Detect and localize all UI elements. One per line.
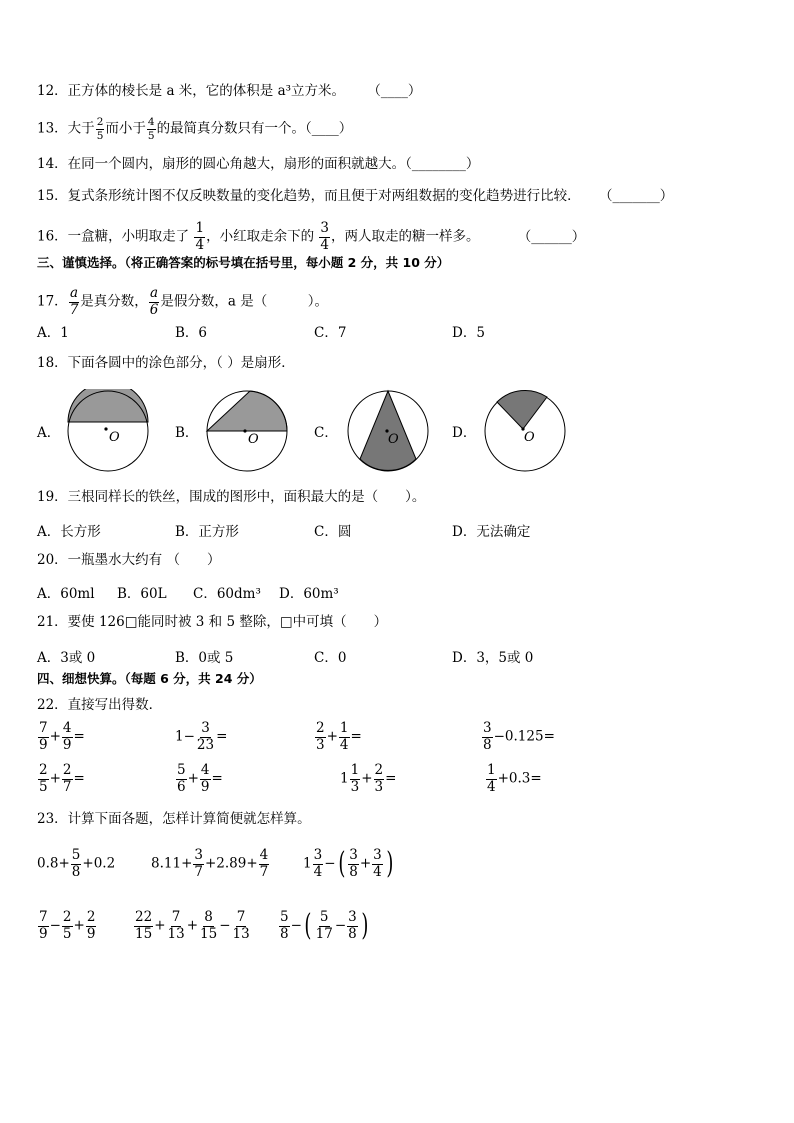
question-14: [37, 155, 479, 173]
section-3-heading: 三、谨慎选择。（将正确答案的标号填在括号里，每小题 2 分，共 10 分）: [37, 255, 450, 270]
expr-23-6: $\frac{5}{8}$ −( $\frac{5}{17}$ − $\frac{3}{8}$ ): [280, 908, 369, 943]
q17-num: 17．: [37, 293, 68, 310]
q16-prefix: 16．一盒糖，小明取走了: [37, 228, 190, 245]
q16-blank: （______）: [517, 228, 586, 245]
q13-mid: 而小于: [105, 120, 146, 137]
q13-prefix: 13．大于: [37, 120, 95, 137]
q20-option-a[interactable]: A．60ml: [37, 586, 95, 602]
q17-option-d[interactable]: D．5: [452, 325, 485, 341]
question-18: 18．下面各圆中的涂色部分，（ ）是扇形．: [37, 355, 295, 371]
q17-mid: 是真分数，: [80, 293, 148, 310]
q18-label-d[interactable]: D．: [452, 425, 477, 441]
center-label: O: [109, 430, 120, 445]
q17-suffix: 是假分数，a 是（ ）。: [160, 293, 328, 310]
q18-label-b[interactable]: B．: [175, 425, 199, 441]
q14-text: 14．在同一个圆内，扇形的圆心角越大，扇形的面积就越大。（________）: [37, 156, 480, 172]
expr-22-1: $\frac{7}{9}$ + $\frac{4}{9}$ =: [39, 720, 85, 753]
q18-circle-c[interactable]: [346, 389, 430, 473]
section-4-heading: 四、细想快算。（每题 6 分，共 24 分）: [37, 671, 262, 686]
q13-suffix: 的最简真分数只有一个。（____）: [156, 120, 353, 137]
expr-23-1: 0.8+ $\frac{5}{8}$ +0.2: [37, 847, 116, 880]
center-label: O: [248, 432, 259, 447]
fraction: $\frac{a}{7}$: [69, 285, 79, 318]
q18-circle-a[interactable]: [66, 389, 150, 473]
q21-option-b[interactable]: B．0或 5: [175, 650, 234, 666]
q15-text: 15．复式条形统计图不仅反映数量的变化趋势，而且便于对两组数据的变化趋势进行比较．: [37, 188, 581, 204]
expr-23-4: $\frac{7}{9}$ − $\frac{2}{5}$ + $\frac{2}{9}$: [39, 909, 96, 942]
expr-23-2: 8.11+ $\frac{3}{7}$ +2.89+ $\frac{4}{7}$: [151, 847, 269, 880]
q19-option-d[interactable]: D．无法确定: [452, 524, 531, 540]
question-21: 21．要使 126□能同时被 3 和 5 整除，□中可填（ ）: [37, 614, 388, 630]
question-13: [37, 117, 352, 141]
expr-22-6: $\frac{5}{6}$ + $\frac{4}{9}$ =: [177, 762, 223, 795]
center-label: O: [524, 430, 535, 445]
expr-22-7: 1 $\frac{1}{3}$ + $\frac{2}{3}$ =: [340, 762, 397, 795]
expr-22-8: $\frac{1}{4}$ +0.3=: [487, 762, 542, 795]
question-20: 20．一瓶墨水大约有 （ ）: [37, 552, 221, 568]
center-label: O: [388, 432, 399, 447]
expr-22-3: $\frac{2}{3}$ + $\frac{1}{4}$ =: [316, 720, 362, 753]
q15-blank: （_______）: [598, 188, 674, 204]
q21-option-a[interactable]: A．3或 0: [37, 650, 96, 666]
q16-mid: ，小红取走余下的: [206, 228, 315, 245]
question-12: [37, 82, 421, 100]
q12-text: 12．正方体的棱长是 a 米，它的体积是 a³立方米。: [37, 83, 346, 99]
q12-blank: （____）: [367, 83, 422, 99]
expr-22-2: 1− $\frac{3}{23}$ =: [175, 720, 228, 753]
q17-option-c[interactable]: C．7: [314, 325, 347, 341]
q19-option-b[interactable]: B．正方形: [175, 524, 239, 540]
question-22: 22．直接写出得数．: [37, 697, 163, 713]
expr-22-4: $\frac{3}{8}$ −0.125=: [483, 720, 555, 753]
q17-option-b[interactable]: B．6: [175, 325, 208, 341]
question-23: 23．计算下面各题，怎样计算简便就怎样算。: [37, 811, 311, 827]
q18-label-c[interactable]: C．: [314, 425, 338, 441]
q18-circle-b[interactable]: [205, 389, 289, 473]
fraction: $\frac{1}{4}$: [195, 220, 205, 253]
q19-option-a[interactable]: A．长方形: [37, 524, 101, 540]
fraction: $\frac{4}{5}$: [147, 116, 155, 142]
q21-option-d[interactable]: D．3，5或 0: [452, 650, 534, 666]
q18-circle-d[interactable]: [483, 389, 567, 473]
q16-suffix: ，两人取走的糖一样多。: [330, 228, 480, 245]
question-15: [37, 187, 673, 205]
q21-option-c[interactable]: C．0: [314, 650, 347, 666]
q20-option-c[interactable]: C．60dm³: [193, 586, 261, 602]
fraction: $\frac{3}{4}$: [320, 220, 329, 253]
expr-22-5: $\frac{2}{5}$ + $\frac{2}{7}$ =: [39, 762, 85, 795]
expr-23-3: 1 $\frac{3}{4}$ −( $\frac{3}{8}$ + $\frac{3}{4}$ ): [303, 846, 394, 881]
q18-label-a[interactable]: A．: [37, 425, 61, 441]
q19-option-c[interactable]: C．圆: [314, 524, 352, 540]
q20-option-d[interactable]: D．60m³: [279, 586, 339, 602]
expr-23-5: $\frac{22}{15}$ + $\frac{7}{13}$ + $\frac{8}{15}$ − $\frac{7}{13}$: [135, 909, 250, 942]
question-16: [37, 222, 585, 252]
fraction: $\frac{a}{6}$: [149, 285, 159, 318]
q20-option-b[interactable]: B．60L: [117, 586, 167, 602]
q17-option-a[interactable]: A．1: [37, 325, 69, 341]
question-19: 19．三根同样长的铁丝，围成的图形中，面积最大的是（ ）。: [37, 489, 426, 505]
fraction: $\frac{2}{5}$: [96, 116, 104, 142]
question-17: [37, 287, 328, 317]
